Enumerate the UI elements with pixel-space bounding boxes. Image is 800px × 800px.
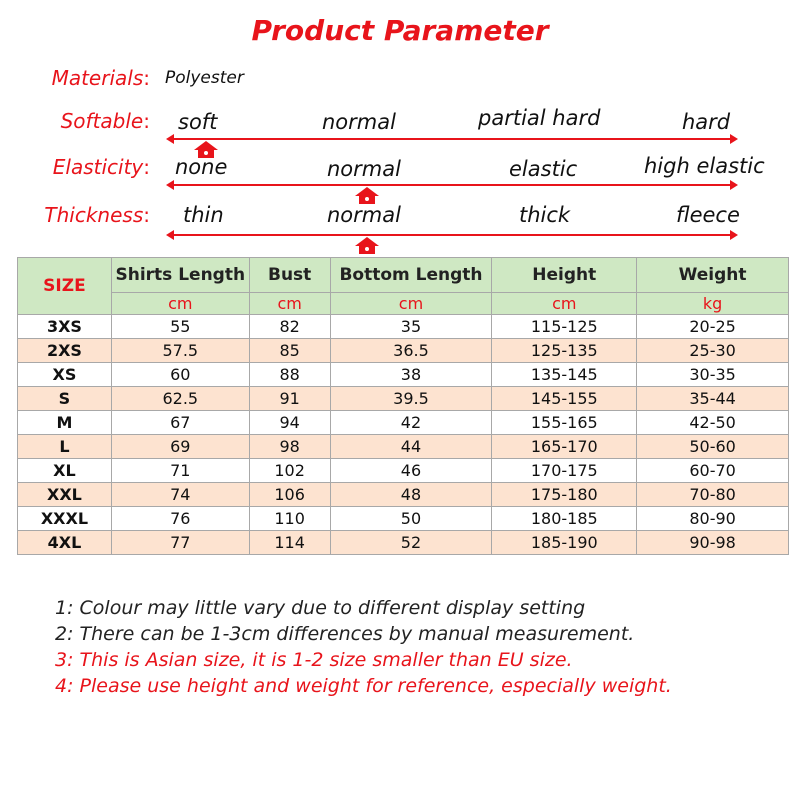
column-header: Height <box>492 258 637 293</box>
table-cell: 50 <box>330 507 492 531</box>
column-header: Shirts Length <box>111 258 249 293</box>
table-cell: 110 <box>249 507 330 531</box>
table-cell: 88 <box>249 363 330 387</box>
table-unit-row <box>18 293 789 315</box>
thickness-option-thick: thick <box>519 203 571 227</box>
table-cell: 76 <box>111 507 249 531</box>
unit-cell: kg <box>637 293 789 315</box>
table-cell: 106 <box>249 483 330 507</box>
table-row <box>18 363 789 387</box>
table-cell: 60 <box>111 363 249 387</box>
table-cell: 38 <box>330 363 492 387</box>
table-row <box>18 531 789 555</box>
table-row <box>18 315 789 339</box>
softable-label <box>40 109 150 133</box>
table-cell: 77 <box>111 531 249 555</box>
table-cell: 60-70 <box>637 459 789 483</box>
elasticity-label-text: Elasticity <box>52 155 144 179</box>
softable-option-partial-hard: partial hard <box>478 106 601 130</box>
elasticity-option-normal: normal <box>327 157 401 181</box>
elasticity-option-none: none <box>175 155 228 179</box>
softable-label-text: Softable <box>60 109 144 133</box>
table-cell: 74 <box>111 483 249 507</box>
thickness-scale-arrow <box>172 234 732 236</box>
size-cell: 3XS <box>18 315 112 339</box>
table-cell: 25-30 <box>637 339 789 363</box>
note-item: 3: This is Asian size, it is 1-2 size smaller than EU size. <box>55 649 573 671</box>
table-cell: 155-165 <box>492 411 637 435</box>
size-table-body <box>18 315 789 555</box>
thickness-option-fleece: fleece <box>676 203 740 227</box>
table-cell: 82 <box>249 315 330 339</box>
elasticity-label <box>40 155 150 179</box>
size-cell: S <box>18 387 112 411</box>
table-cell: 55 <box>111 315 249 339</box>
elasticity-option-elastic: elastic <box>509 157 578 181</box>
size-cell: 2XS <box>18 339 112 363</box>
table-cell: 98 <box>249 435 330 459</box>
elasticity-option-high-elastic: high elastic <box>644 154 765 178</box>
thickness-option-normal: normal <box>327 203 401 227</box>
table-cell: 135-145 <box>492 363 637 387</box>
unit-cell: cm <box>111 293 249 315</box>
column-header: Bottom Length <box>330 258 492 293</box>
table-row <box>18 507 789 531</box>
table-cell: 94 <box>249 411 330 435</box>
table-cell: 62.5 <box>111 387 249 411</box>
note-item: 4: Please use height and weight for reference, especially weight. <box>55 675 672 697</box>
table-cell: 185-190 <box>492 531 637 555</box>
elasticity-scale-arrow <box>172 184 732 186</box>
note-item: 1: Colour may little vary due to different display setting <box>55 597 586 619</box>
table-cell: 175-180 <box>492 483 637 507</box>
table-cell: 44 <box>330 435 492 459</box>
page-title: Product Parameter <box>251 14 549 47</box>
note-item: 2: There can be 1-3cm differences by manual measurement. <box>55 623 635 645</box>
table-row <box>18 339 789 363</box>
table-row <box>18 387 789 411</box>
table-cell: 39.5 <box>330 387 492 411</box>
table-cell: 46 <box>330 459 492 483</box>
size-cell: XXXL <box>18 507 112 531</box>
softable-option-normal: normal <box>322 110 396 134</box>
table-cell: 69 <box>111 435 249 459</box>
table-cell: 80-90 <box>637 507 789 531</box>
size-cell: M <box>18 411 112 435</box>
size-cell: XS <box>18 363 112 387</box>
table-cell: 30-35 <box>637 363 789 387</box>
table-cell: 91 <box>249 387 330 411</box>
thickness-label <box>40 203 150 227</box>
table-header-row <box>18 258 789 293</box>
table-cell: 36.5 <box>330 339 492 363</box>
table-cell: 165-170 <box>492 435 637 459</box>
column-header: Weight <box>637 258 789 293</box>
table-row <box>18 435 789 459</box>
unit-cell: cm <box>330 293 492 315</box>
materials-label <box>40 66 150 90</box>
notes-list <box>55 595 672 699</box>
colon: : <box>143 66 150 90</box>
table-row <box>18 459 789 483</box>
table-cell: 85 <box>249 339 330 363</box>
column-header: Bust <box>249 258 330 293</box>
table-cell: 52 <box>330 531 492 555</box>
size-cell: XL <box>18 459 112 483</box>
table-cell: 50-60 <box>637 435 789 459</box>
materials-label-text: Materials <box>51 66 144 90</box>
table-cell: 180-185 <box>492 507 637 531</box>
table-cell: 125-135 <box>492 339 637 363</box>
softable-option-soft: soft <box>178 110 218 134</box>
table-cell: 115-125 <box>492 315 637 339</box>
table-cell: 102 <box>249 459 330 483</box>
size-cell: XXL <box>18 483 112 507</box>
softable-scale-arrow <box>172 138 732 140</box>
table-row <box>18 411 789 435</box>
colon: : <box>143 203 150 227</box>
unit-cell: cm <box>249 293 330 315</box>
table-cell: 170-175 <box>492 459 637 483</box>
size-column-header: SIZE <box>18 258 112 315</box>
table-row <box>18 483 789 507</box>
thickness-option-thin: thin <box>183 203 224 227</box>
table-cell: 67 <box>111 411 249 435</box>
table-cell: 35-44 <box>637 387 789 411</box>
table-cell: 145-155 <box>492 387 637 411</box>
table-cell: 70-80 <box>637 483 789 507</box>
size-cell: L <box>18 435 112 459</box>
size-cell: 4XL <box>18 531 112 555</box>
table-cell: 57.5 <box>111 339 249 363</box>
table-cell: 35 <box>330 315 492 339</box>
unit-cell: cm <box>492 293 637 315</box>
colon: : <box>143 155 150 179</box>
thickness-label-text: Thickness <box>44 203 144 227</box>
table-cell: 48 <box>330 483 492 507</box>
table-cell: 42 <box>330 411 492 435</box>
table-cell: 71 <box>111 459 249 483</box>
table-cell: 20-25 <box>637 315 789 339</box>
table-cell: 42-50 <box>637 411 789 435</box>
size-table <box>17 257 789 555</box>
softable-option-hard: hard <box>682 110 731 134</box>
materials-value: Polyester <box>165 68 244 88</box>
table-cell: 90-98 <box>637 531 789 555</box>
table-cell: 114 <box>249 531 330 555</box>
colon: : <box>143 109 150 133</box>
